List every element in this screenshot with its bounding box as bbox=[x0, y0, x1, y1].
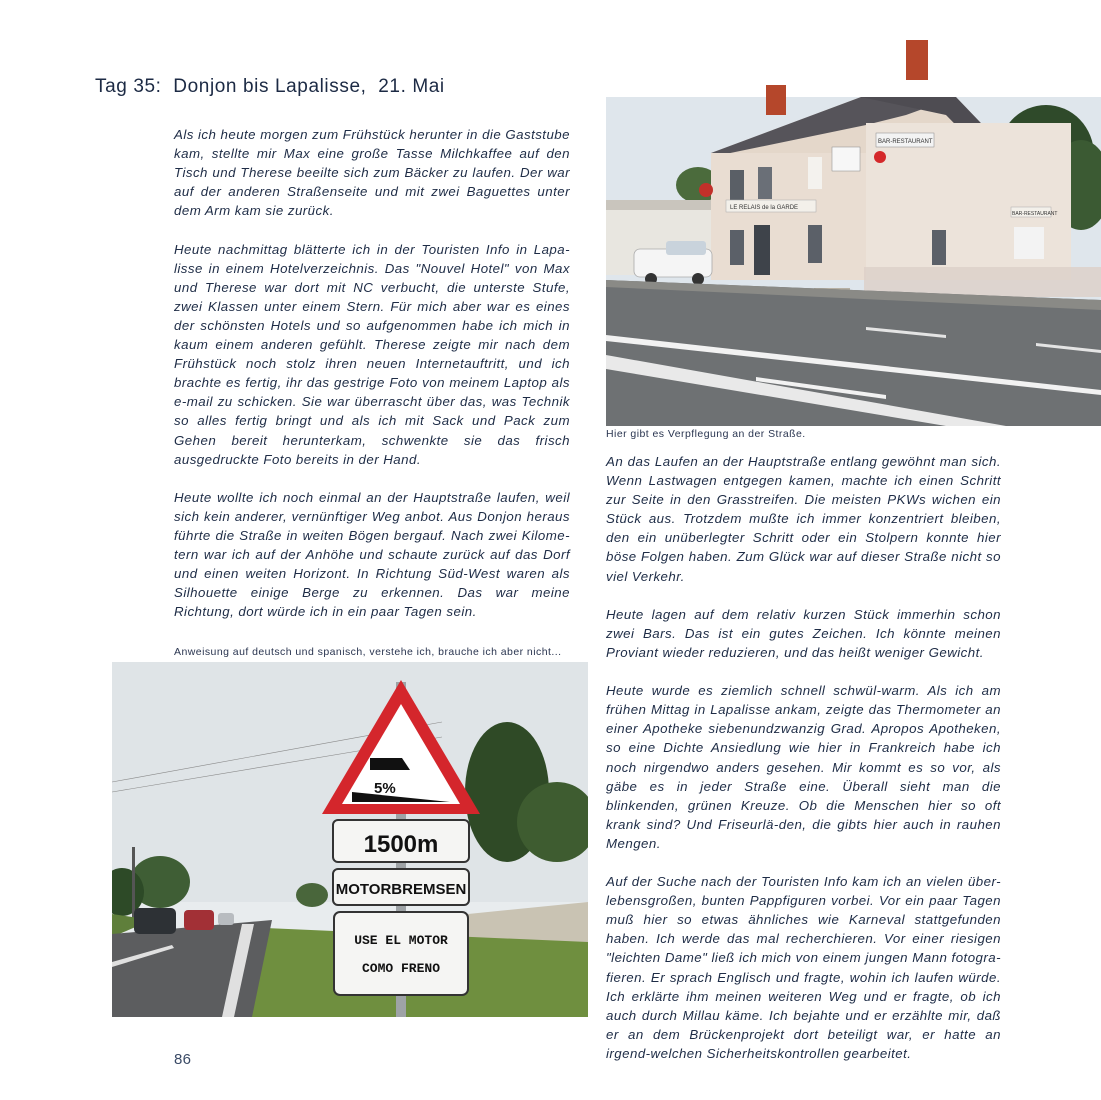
house-photo-illustration bbox=[606, 35, 1101, 426]
grade-text: 5% bbox=[374, 780, 396, 797]
distance-text: 1500m bbox=[363, 831, 439, 858]
house-photo bbox=[606, 35, 1101, 426]
spanish-line-2: COMO FRENO bbox=[361, 961, 441, 976]
paragraph: An das Laufen an der Hauptstraße entlang gewöhnt man sich. Wenn Lastwagen entgegen kamen, machte ich einen Schritt zur Seite in den Grasstreifen. Die meisten PKWs wichen ein Stück aus. Trotzdem mußte ich immer konzentriert bleiben, den ein unüberlegter Schritt oder ein Stolpern konnte hier böse Folgen haben. Zum Glück war auf dieser Straße nicht so viel Verkehr. bbox=[606, 454, 1001, 584]
side-sign-text: BAR-RESTAURANT bbox=[1012, 211, 1058, 217]
house-photo-caption: Hier gibt es Verpflegung an der Straße. bbox=[606, 428, 806, 440]
left-text-column bbox=[174, 125, 570, 641]
paragraph: Heute nachmittag blätterte ich in der Touristen Info in Lapa-lisse in einem Hotelverzeichnis. Das "Nouvel Hotel" von Max und Therese war dort mit NC verbucht, die unterste Stufe, zwei Klassen unter einem Stern. Für mich aber war es eines der schönsten Hotels und so aufgenommen habe ich mich in kaum einem anderen gefühlt. Therese zeigte mir nach dem Frühstück noch stolz ihren neuen Internetauftritt, und ich brachte es fertig, ihr das gestrige Foto von meinem Laptop als e-mail zu schicken. Sie war überrascht über das, was Technik so alles fertig bringt und als ich mit Sack und Pack zum Gehen bereit herunterkam, schwenkte sie das frisch ausgedruckte Foto bereits in der Hand. bbox=[174, 241, 570, 467]
paragraph: Als ich heute morgen zum Frühstück herunter in die Gaststube kam, stellte mir Max eine große Tasse Milchkaffee auf den Tisch und Therese beeilte sich zum Bäcker zu laufen. Der war auf der anderen Straßenseite und mit zwei Baguettes unter dem Arm kam sie zurück. bbox=[174, 127, 570, 219]
spanish-line-1: USE EL MOTOR bbox=[354, 933, 448, 948]
page-title: Tag 35: Donjon bis Lapalisse, 21. Mai bbox=[95, 76, 445, 97]
paragraph: Heute wurde es ziemlich schnell schwül-warm. Als ich am frühen Mittag in Lapalisse ankam, zeigte das Thermometer an einer Apotheke siebenundzwanzig Grad. Apropos Apotheken, so eine Dichte Ansiedlung wie hier in Frankreich habe ich noch nirgendwo anders gesehen. Mir kommt es so vor, als gäbe es in jeder Straße eine. Überall sieht man die blinkenden, grünen Kreuze. Ob die Menschen hier so oft krank sind? Und Friseurlä-den, die gibts hier auch in rauhen Mengen. bbox=[606, 683, 1001, 851]
road-sign-illustration bbox=[112, 662, 588, 1017]
right-text-column bbox=[606, 452, 1001, 1082]
road-sign-photo bbox=[112, 662, 588, 1017]
paragraph: Heute wollte ich noch einmal an der Hauptstraße laufen, weil sich kein anderer, vernünftiger Weg anbot. Aus Donjon heraus führte die Straße in weiten Bögen bergauf. Nach zwei Kilome-tern war ich auf der Anhöhe und schaute zurück auf das Dorf und einen weiten Horizont. In Richtung Süd-West waren als Silhouette einige Berge zu erkennen. Das war meine Richtung, dort würde ich in ein paar Tagen sein. bbox=[174, 489, 570, 620]
sign-photo-caption: Anweisung auf deutsch und spanisch, verstehe ich, brauche ich aber nicht... bbox=[174, 646, 562, 658]
page-number: 86 bbox=[174, 1051, 192, 1068]
paragraph: Auf der Suche nach der Touristen Info kam ich an vielen über-lebensgroßen, bunten Pappfiguren vorbei. Vor ein paar Tagen muß hier so etwas ähnliches wie Karneval stattgefunden haben. Ich werde das mal recherchieren. Vor einer riesigen "leichten Dame" ließ ich mich von einem jungen Mann fotogra-fieren. Er sprach Englisch und fragte, wohin ich laufen würde. Ich erklärte ihm meinen weiteren Weg und er fragte, ob ich auch durch Millau käme. Ich bejahte und er erzählte mir, daß er an dem Brückenprojekt dort beteiligt war, er hatte an irgend-welchen Sicherheitskontrollen gearbeitet. bbox=[606, 874, 1001, 1061]
motorbremsen-text: MOTORBREMSEN bbox=[335, 881, 467, 898]
paragraph: Heute lagen auf dem relativ kurzen Stück immerhin schon zwei Bars. Das ist ein gutes Zeichen. Ich könnte meinen Proviant wieder reduzieren, und das heißt weniger Gewicht. bbox=[606, 606, 1001, 660]
relais-sign-text: LE RELAIS de la GARDE bbox=[730, 205, 799, 211]
bar-restaurant-sign-text: BAR-RESTAURANT bbox=[878, 139, 933, 145]
